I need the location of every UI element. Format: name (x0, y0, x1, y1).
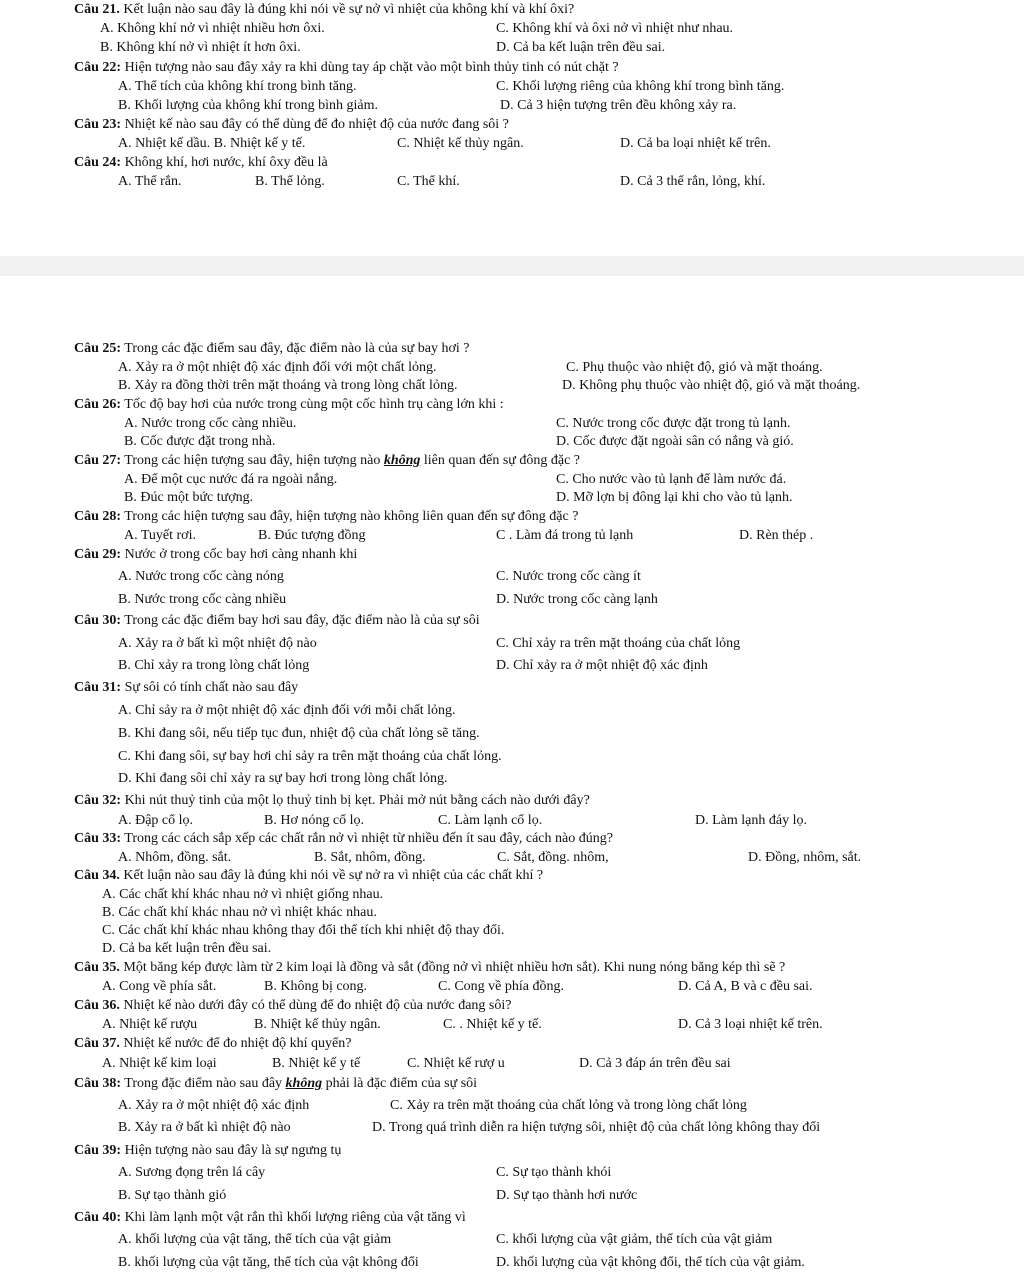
option-27a: A. Để một cục nước đá ra ngoài nắng. (124, 472, 338, 487)
option-29c: C. Nước trong cốc càng ít (496, 569, 641, 584)
option-32a: A. Đập cổ lọ. (118, 813, 194, 828)
option-29b: B. Nước trong cốc càng nhiều (118, 592, 287, 607)
question-25: Câu 25: Trong các đặc điểm sau đây, đặc điểm nào là của sự bay hơi ? (74, 341, 470, 356)
option-27b: B. Đúc một bức tượng. (124, 490, 254, 505)
option-30a: A. Xảy ra ở bất kì một nhiệt độ nào (118, 636, 317, 651)
option-40b: B. khối lượng của vật tăng, thể tích của vật không đổi (118, 1255, 419, 1270)
question-33: Câu 33: Trong các cách sắp xếp các chất rắn nở vì nhiệt từ nhiều đến ít sau đây, cách nào đúng? (74, 831, 613, 846)
option-22b: B. Khối lượng của không khí trong bình giảm. (118, 98, 378, 113)
option-36d: D. Cả 3 loại nhiệt kế trên. (678, 1017, 823, 1032)
option-37a: A. Nhiệt kế kim loại (102, 1056, 217, 1071)
option-31c: C. Khi đang sôi, sự bay hơi chỉ sảy ra trên mặt thoáng của chất lỏng. (118, 749, 502, 764)
option-39b: B. Sự tạo thành gió (118, 1188, 227, 1203)
option-28c: C . Làm đá trong tủ lạnh (496, 528, 634, 543)
option-36b: B. Nhiệt kế thủy ngân. (254, 1017, 381, 1032)
option-34d: D. Cả ba kết luận trên đều sai. (102, 941, 272, 956)
option-37c: C. Nhiệt kế rượ u (407, 1056, 505, 1071)
option-38d: D. Trong quá trình diễn ra hiện tượng sôi, nhiệt độ của chất lỏng không thay đổi (372, 1120, 821, 1135)
option-29a: A. Nước trong cốc càng nóng (118, 569, 284, 584)
option-31a: A. Chỉ sảy ra ở một nhiệt độ xác định đối với mỗi chất lỏng. (118, 703, 456, 718)
option-33a: A. Nhôm, đồng. sắt. (118, 850, 232, 865)
option-24a: A. Thể rắn. (118, 174, 182, 189)
option-34a: A. Các chất khí khác nhau nở vì nhiệt giống nhau. (102, 887, 384, 902)
option-21c: C. Không khí và ôxi nở vì nhiệt như nhau. (496, 21, 734, 36)
question-38: Câu 38: Trong đặc điểm nào sau đây không phải là đặc điểm của sự sôi (74, 1076, 478, 1091)
option-27c: C. Cho nước vào tủ lạnh để làm nước đá. (556, 472, 787, 487)
question-24: Câu 24: Không khí, hơi nước, khí ôxy đều là (74, 155, 328, 170)
option-33d: D. Đồng, nhôm, sắt. (748, 850, 862, 865)
option-40c: C. khối lượng của vật giảm, thể tích của vật giảm (496, 1232, 773, 1247)
option-21b: B. Không khí nở vì nhiệt ít hơn ôxi. (100, 40, 301, 55)
question-26: Câu 26: Tốc độ bay hơi của nước trong cùng một cốc hình trụ càng lớn khi : (74, 397, 504, 412)
option-27d: D. Mỡ lợn bị đông lại khi cho vào tủ lạnh. (556, 490, 793, 505)
question-39: Câu 39: Hiện tượng nào sau đây là sự ngưng tụ (74, 1143, 342, 1158)
option-35d: D. Cả A, B và c đều sai. (678, 979, 813, 994)
option-29d: D. Nước trong cốc càng lạnh (496, 592, 658, 607)
option-31d: D. Khi đang sôi chỉ xảy ra sự bay hơi trong lòng chất lỏng. (118, 771, 448, 786)
option-37d: D. Cả 3 đáp án trên đều sai (579, 1056, 731, 1071)
option-39d: D. Sự tạo thành hơi nước (496, 1188, 638, 1203)
option-37b: B. Nhiệt kế y tế (272, 1056, 361, 1071)
option-32d: D. Làm lạnh đáy lọ. (695, 813, 807, 828)
option-23ab: A. Nhiệt kế dầu. B. Nhiệt kế y tế. (118, 136, 306, 151)
question-34: Câu 34. Kết luận nào sau đây là đúng khi nói về sự nở ra vì nhiệt của các chất khí ? (74, 868, 544, 883)
option-38a: A. Xảy ra ở một nhiệt độ xác định (118, 1098, 310, 1113)
option-26c: C. Nước trong cốc được đặt trong tủ lạnh. (556, 416, 791, 431)
option-33c: C. Sắt, đồng. nhôm, (497, 850, 609, 865)
option-21d: D. Cả ba kết luận trên đều sai. (496, 40, 666, 55)
option-32b: B. Hơ nóng cổ lọ. (264, 813, 364, 828)
option-28d: D. Rèn thép . (739, 528, 814, 543)
document-page-2 (0, 276, 1024, 1287)
option-26a: A. Nước trong cốc càng nhiều. (124, 416, 297, 431)
question-30: Câu 30: Trong các đặc điểm bay hơi sau đây, đặc điểm nào là của sự sôi (74, 613, 480, 628)
option-39c: C. Sự tạo thành khói (496, 1165, 612, 1180)
option-23c: C. Nhiệt kế thủy ngân. (397, 136, 524, 151)
question-37: Câu 37. Nhiệt kế nước để đo nhiệt độ khí quyển? (74, 1036, 352, 1051)
question-22: Câu 22: Hiện tượng nào sau đây xảy ra khi dùng tay áp chặt vào một bình thủy tinh có nút chặt ? (74, 60, 619, 75)
option-35b: B. Không bị cong. (264, 979, 368, 994)
option-21a: A. Không khí nở vì nhiệt nhiều hơn ôxi. (100, 21, 325, 36)
option-25b: B. Xảy ra đồng thời trên mặt thoáng và trong lòng chất lỏng. (118, 378, 458, 393)
option-40d: D. khối lượng của vật không đổi, thể tích của vật giảm. (496, 1255, 805, 1270)
option-24d: D. Cả 3 thể rắn, lỏng, khí. (620, 174, 766, 189)
question-23: Câu 23: Nhiệt kế nào sau đây có thể dùng để đo nhiệt độ của nước đang sôi ? (74, 117, 509, 132)
question-31: Câu 31: Sự sôi có tính chất nào sau đây (74, 680, 299, 695)
option-34b: B. Các chất khí khác nhau nở vì nhiệt khác nhau. (102, 905, 377, 920)
option-26b: B. Cốc được đặt trong nhà. (124, 434, 276, 449)
option-30c: C. Chỉ xảy ra trên mặt thoáng của chất lỏng (496, 636, 741, 651)
option-30d: D. Chỉ xảy ra ở một nhiệt độ xác định (496, 658, 708, 673)
option-32c: C. Làm lạnh cổ lọ. (438, 813, 543, 828)
option-36a: A. Nhiệt kế rượu (102, 1017, 198, 1032)
question-40: Câu 40: Khi làm lạnh một vật rắn thì khối lượng riêng của vật tăng vì (74, 1210, 466, 1225)
option-28b: B. Đúc tượng đồng (258, 528, 366, 543)
option-38c: C. Xảy ra trên mặt thoáng của chất lỏng và trong lòng chất lỏng (390, 1098, 747, 1113)
option-28a: A. Tuyết rơi. (124, 528, 196, 543)
option-25a: A. Xảy ra ở một nhiệt độ xác định đối với một chất lỏng. (118, 360, 437, 375)
document-page-1 (0, 0, 1024, 256)
option-38b: B. Xảy ra ở bất kì nhiệt độ nào (118, 1120, 291, 1135)
option-25d: D. Không phụ thuộc vào nhiệt độ, gió và mặt thoáng. (562, 378, 861, 393)
option-31b: B. Khi đang sôi, nếu tiếp tục đun, nhiệt độ của chất lỏng sẽ tăng. (118, 726, 480, 741)
option-35c: C. Cong về phía đồng. (438, 979, 564, 994)
option-33b: B. Sắt, nhôm, đồng. (314, 850, 426, 865)
question-35: Câu 35. Một băng kép được làm từ 2 kim loại là đồng và sắt (đồng nở vì nhiệt nhiều hơn sắt). Khi nung nóng băng kép thì sẽ ? (74, 960, 786, 975)
option-34c: C. Các chất khí khác nhau không thay đổi thể tích khi nhiệt độ thay đổi. (102, 923, 505, 938)
question-32: Câu 32: Khi nút thuỷ tinh của một lọ thuỷ tinh bị kẹt. Phải mở nút bằng cách nào dưới đây? (74, 793, 590, 808)
option-24b: B. Thể lỏng. (255, 174, 325, 189)
option-26d: D. Cốc được đặt ngoài sân có nắng và gió. (556, 434, 794, 449)
option-25c: C. Phụ thuộc vào nhiệt độ, gió và mặt thoáng. (566, 360, 823, 375)
question-27: Câu 27: Trong các hiện tượng sau đây, hiện tượng nào không liên quan đến sự đông đặc ? (74, 453, 581, 468)
option-24c: C. Thể khí. (397, 174, 460, 189)
option-30b: B. Chỉ xảy ra trong lòng chất lỏng (118, 658, 310, 673)
option-39a: A. Sương đọng trên lá cây (118, 1165, 266, 1180)
option-23d: D. Cả ba loại nhiệt kế trên. (620, 136, 771, 151)
option-35a: A. Cong về phía sắt. (102, 979, 217, 994)
option-22d: D. Cả 3 hiện tượng trên đều không xảy ra. (500, 98, 737, 113)
option-22c: C. Khối lượng riêng của không khí trong bình tăng. (496, 79, 785, 94)
option-36c: C. . Nhiệt kế y tế. (443, 1017, 542, 1032)
question-21: Câu 21. Kết luận nào sau đây là đúng khi nói về sự nở vì nhiệt của không khí và khí ôxi? (74, 2, 575, 17)
question-36: Câu 36. Nhiệt kế nào dưới đây có thể dùng để đo nhiệt độ của nước đang sôi? (74, 998, 512, 1013)
question-29: Câu 29: Nước ở trong cốc bay hơi càng nhanh khi (74, 547, 358, 562)
question-28: Câu 28: Trong các hiện tượng sau đây, hiện tượng nào không liên quan đến sự đông đặc ? (74, 509, 579, 524)
option-40a: A. khối lượng của vật tăng, thể tích của vật giảm (118, 1232, 392, 1247)
option-22a: A. Thể tích của không khí trong bình tăng. (118, 79, 357, 94)
